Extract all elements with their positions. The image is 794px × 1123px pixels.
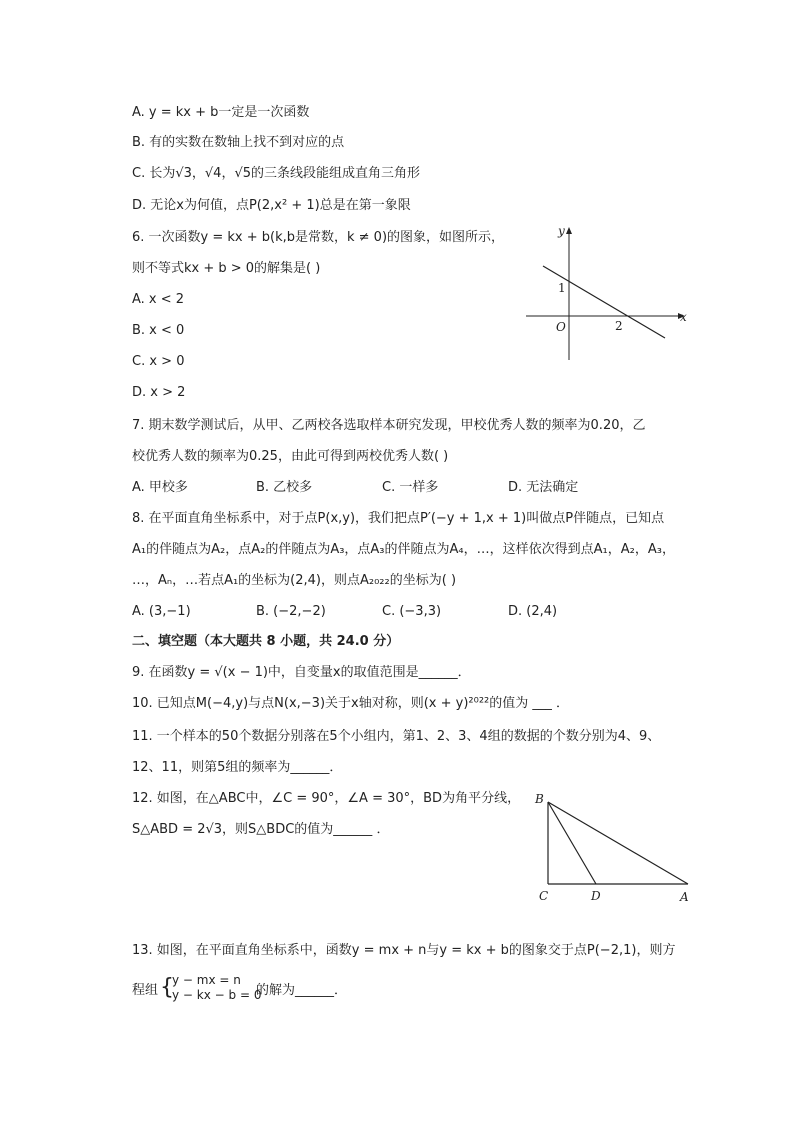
q8-stem-line-3: …，Aₙ，…若点A₁的坐标为(2,4)，则点A₂₀₂₂的坐标为( ) [132, 573, 457, 588]
q8-stem-line-2: A₁的伴随点为A₂，点A₂的伴随点为A₃，点A₃的伴随点为A₄，…，这样依次得到点A₁，A₂，A₃， [132, 542, 675, 557]
q8-option-a: A. (3,−1) [132, 604, 191, 619]
q13-equation-1: y − mx = n [172, 973, 241, 987]
q7-stem-line-2: 校优秀人数的频率为0.25，由此可得到两校优秀人数( ) [132, 449, 449, 464]
q5-option-c: C. 长为√3，√4，√5的三条线段能组成直角三角形 [132, 166, 421, 181]
q8-option-b: B. (−2,−2) [256, 604, 326, 619]
q6-y-axis-label: y [558, 224, 565, 238]
q7-option-b: B. 乙校多 [256, 480, 313, 495]
q8-option-d: D. (2,4) [508, 604, 558, 619]
q6-option-c: C. x > 0 [132, 354, 185, 369]
q8-option-c: C. (−3,3) [382, 604, 442, 619]
q12-triangle-figure [530, 788, 705, 908]
q7-option-a: A. 甲校多 [132, 480, 188, 495]
q9-text: 9. 在函数y = √(x − 1)中，自变量x的取值范围是______． [132, 665, 471, 680]
q6-x-axis-label: x [680, 310, 687, 324]
q5-option-b: B. 有的实数在数轴上找不到对应的点 [132, 135, 345, 150]
section-2-title: 二、填空题（本大题共 8 小题，共 24.0 分） [132, 634, 400, 649]
q13-prefix: 程组 [132, 983, 159, 998]
q6-y-intercept-label: 1 [558, 281, 566, 295]
q12-label-b: B [535, 792, 544, 806]
q8-options-row [132, 603, 652, 621]
q12-side-ab [548, 802, 688, 884]
q13-text-line-1: 13. 如图，在平面直角坐标系中，函数y = mx + n与y = kx + b的图象交于点P(−2,1)，则方 [132, 943, 676, 958]
q7-option-c: C. 一样多 [382, 480, 439, 495]
q6-stem-line-1: 6. 一次函数y = kx + b(k,b是常数，k ≠ 0)的图象，如图所示， [132, 230, 505, 245]
q6-linear-graph-figure [520, 222, 700, 367]
q7-option-d: D. 无法确定 [508, 480, 579, 495]
q13-equation-2: y − kx − b = 0 [172, 988, 262, 1002]
q12-text-line-2: S△ABD = 2√3，则S△BDC的值为______ ． [132, 822, 390, 837]
q12-text-line-1: 12. 如图，在△ABC中，∠C = 90°，∠A = 30°，BD为角平分线， [132, 791, 521, 806]
q13-suffix: 的解为______． [256, 983, 348, 998]
q13-brace: { [160, 975, 174, 1000]
q12-bisector-bd [548, 802, 596, 884]
q11-text-line-2: 12、11，则第5组的频率为______． [132, 760, 343, 775]
q6-option-a: A. x < 2 [132, 292, 185, 307]
q6-stem-line-2: 则不等式kx + b > 0的解集是( ) [132, 261, 321, 276]
q12-label-a: A [680, 890, 689, 904]
q5-option-a: A. y = kx + b一定是一次函数 [132, 105, 310, 120]
q6-y-axis-arrow [566, 227, 572, 234]
q12-label-d: D [591, 889, 601, 903]
q6-option-d: D. x > 2 [132, 385, 186, 400]
q6-origin-label: O [556, 320, 566, 334]
q10-text: 10. 已知点M(−4,y)与点N(x,−3)关于x轴对称，则(x + y)²⁰²²的值为 ___ ． [132, 696, 570, 711]
q5-option-d: D. 无论x为何值，点P(2,x² + 1)总是在第一象限 [132, 198, 411, 213]
q7-stem-line-1: 7. 期末数学测试后，从甲、乙两校各选取样本研究发现，甲校优秀人数的频率为0.20，乙 [132, 418, 646, 433]
q12-label-c: C [539, 889, 549, 903]
q11-text-line-1: 11. 一个样本的50个数据分别落在5个小组内，第1、2、3、4组的数据的个数分别为4、9、 [132, 729, 661, 744]
q6-option-b: B. x < 0 [132, 323, 185, 338]
q8-stem-line-1: 8. 在平面直角坐标系中，对于点P(x,y)，我们把点P′(−y + 1,x + 1)叫做点P伴随点，已知点 [132, 511, 665, 526]
q7-options-row [132, 479, 652, 497]
q6-x-intercept-label: 2 [615, 319, 623, 333]
